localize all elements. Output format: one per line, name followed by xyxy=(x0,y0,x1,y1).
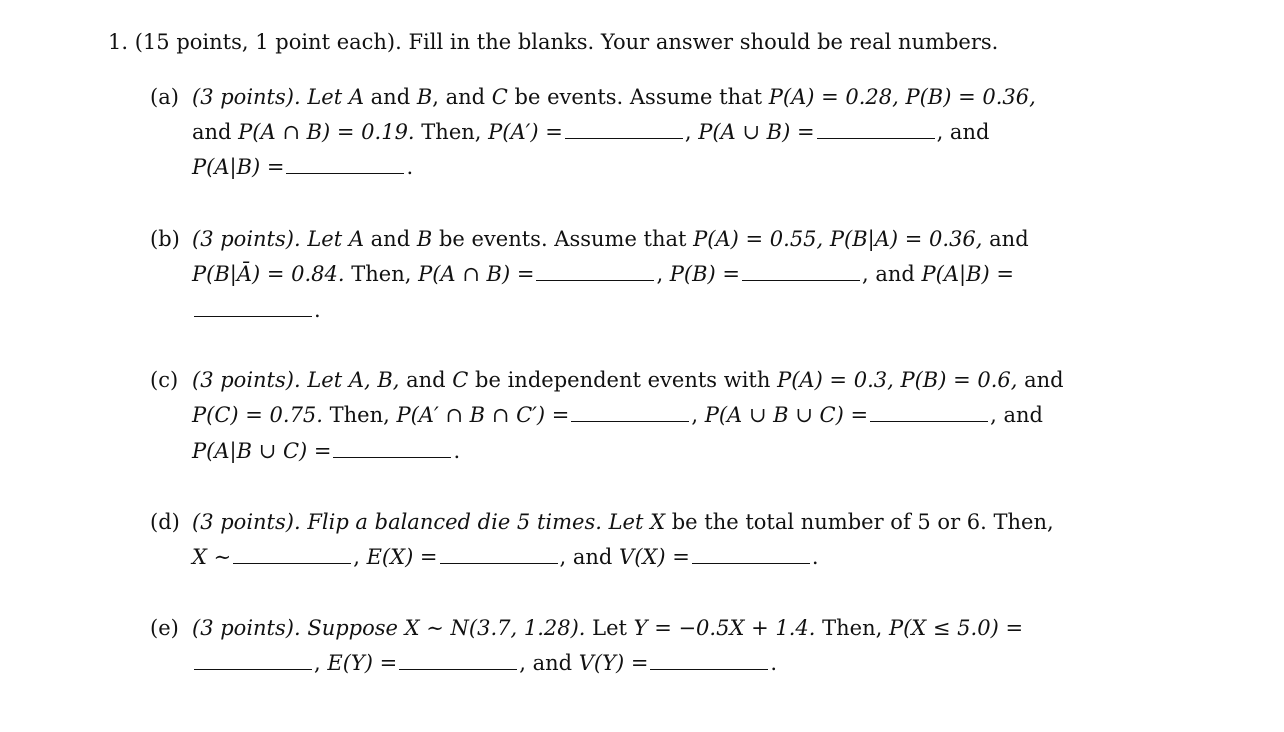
answer-blank[interactable] xyxy=(333,437,451,458)
text-span: , xyxy=(656,262,670,286)
part-line xyxy=(192,366,1064,394)
text-span: , xyxy=(314,651,328,675)
math-expression: C xyxy=(491,85,508,109)
math-expression: P(A ∩ B) = xyxy=(418,262,535,286)
math-expression: X ∼ N(3.7, 1.28). xyxy=(404,616,586,640)
math-expression: Y = −0.5X + 1.4. xyxy=(633,616,816,640)
part-line xyxy=(192,543,819,571)
math-expression: B xyxy=(416,227,433,251)
text-span: be events. Assume that xyxy=(432,227,694,251)
answer-blank[interactable] xyxy=(399,649,517,670)
part-label: (a) xyxy=(150,85,179,109)
math-expression: P(A′ ∩ B ∩ C′) = xyxy=(396,403,570,427)
math-expression: P(A ∪ B ∪ C) = xyxy=(704,403,869,427)
part-line xyxy=(192,118,989,146)
math-expression: E(Y) = xyxy=(327,651,398,675)
math-expression: P(X ≤ 5.0) = xyxy=(888,616,1024,640)
math-expression: X ∼ xyxy=(192,545,232,569)
text-span: and xyxy=(982,227,1029,251)
text-span: be the total number of 5 or 6. Then, xyxy=(665,510,1054,534)
math-expression: (3 points). Flip a balanced die 5 times. Let xyxy=(192,510,651,534)
part-line xyxy=(192,649,777,677)
part-line xyxy=(192,153,413,181)
text-span: , xyxy=(691,403,705,427)
answer-blank[interactable] xyxy=(194,296,312,317)
math-expression: (3 points). Let xyxy=(192,227,349,251)
text-span: Then, xyxy=(414,120,489,144)
question-number: 1. xyxy=(108,30,129,54)
part-line xyxy=(192,614,1023,642)
math-expression: P(B) = xyxy=(669,262,741,286)
math-expression: (3 points). Suppose xyxy=(192,616,405,640)
math-expression: X xyxy=(650,510,666,534)
text-span: Then, xyxy=(344,262,419,286)
math-expression: P(A) = 0.55, P(B|A) = 0.36, xyxy=(693,227,983,251)
text-span: and xyxy=(363,85,417,109)
answer-blank[interactable] xyxy=(742,260,860,281)
math-expression: P(A ∪ B) = xyxy=(698,120,815,144)
text-span: . xyxy=(770,651,778,675)
text-span: , xyxy=(353,545,367,569)
part-label: (e) xyxy=(150,616,179,640)
question-header-text: (15 points, 1 point each). Fill in the blanks. Your answer should be real numbers. xyxy=(134,30,999,54)
text-span: , and xyxy=(990,403,1043,427)
answer-blank[interactable] xyxy=(692,543,810,564)
text-span: , xyxy=(684,120,699,144)
text-span: , and xyxy=(559,545,620,569)
text-span: , and xyxy=(862,262,922,286)
math-expression: P(A|B) = xyxy=(921,262,1014,286)
answer-blank[interactable] xyxy=(286,153,404,174)
math-expression: P(A ∩ B) = 0.19. xyxy=(238,120,415,144)
text-span: and xyxy=(399,368,453,392)
part-line xyxy=(192,83,1036,111)
math-expression: P(A) = 0.28, P(B) = 0.36, xyxy=(768,85,1036,109)
answer-blank[interactable] xyxy=(870,401,988,422)
math-expression: A, B, xyxy=(348,368,400,392)
answer-blank[interactable] xyxy=(536,260,654,281)
text-span: Then, xyxy=(815,616,889,640)
part-label: (b) xyxy=(150,227,180,251)
math-expression: P(B|Ā) = 0.84. xyxy=(192,262,345,286)
part-line xyxy=(192,296,321,324)
text-span: , and xyxy=(936,120,990,144)
math-expression: A xyxy=(348,227,364,251)
part-label: (c) xyxy=(150,368,179,392)
text-span: . xyxy=(314,298,321,322)
math-expression: P(A|B ∪ C) = xyxy=(192,439,332,463)
answer-blank[interactable] xyxy=(650,649,768,670)
text-span: and xyxy=(192,120,239,144)
part-line xyxy=(192,401,1043,429)
math-expression: B xyxy=(416,85,433,109)
part-line xyxy=(192,225,1029,253)
text-span: be events. Assume that xyxy=(507,85,769,109)
text-span: and xyxy=(1017,368,1064,392)
math-expression: (3 points). Let xyxy=(192,368,349,392)
answer-blank[interactable] xyxy=(565,118,683,139)
answer-blank[interactable] xyxy=(571,401,689,422)
answer-blank[interactable] xyxy=(817,118,935,139)
text-span: be independent events with xyxy=(468,368,778,392)
question-header xyxy=(108,28,998,56)
math-expression: C xyxy=(452,368,469,392)
answer-blank[interactable] xyxy=(233,543,351,564)
math-expression: V(X) = xyxy=(619,545,690,569)
text-span: . xyxy=(406,155,414,179)
text-span: . xyxy=(811,545,819,569)
math-expression: P(C) = 0.75. xyxy=(192,403,323,427)
text-span: , and xyxy=(432,85,492,109)
text-span: . xyxy=(453,439,461,463)
math-expression: (3 points). Let xyxy=(192,85,349,109)
part-label: (d) xyxy=(150,510,180,534)
math-expression: P(A|B) = xyxy=(192,155,285,179)
math-expression: P(A′) = xyxy=(488,120,563,144)
answer-blank[interactable] xyxy=(440,543,558,564)
text-span: Let xyxy=(585,616,634,640)
text-span: , and xyxy=(519,651,579,675)
math-expression: E(X) = xyxy=(366,545,438,569)
math-expression: V(Y) = xyxy=(578,651,649,675)
math-expression: A xyxy=(348,85,364,109)
math-expression: P(A) = 0.3, P(B) = 0.6, xyxy=(777,368,1018,392)
text-span: Then, xyxy=(322,403,397,427)
text-span: and xyxy=(363,227,417,251)
answer-blank[interactable] xyxy=(194,649,312,670)
part-line xyxy=(192,437,460,465)
part-line xyxy=(192,260,1014,288)
part-line xyxy=(192,508,1054,536)
